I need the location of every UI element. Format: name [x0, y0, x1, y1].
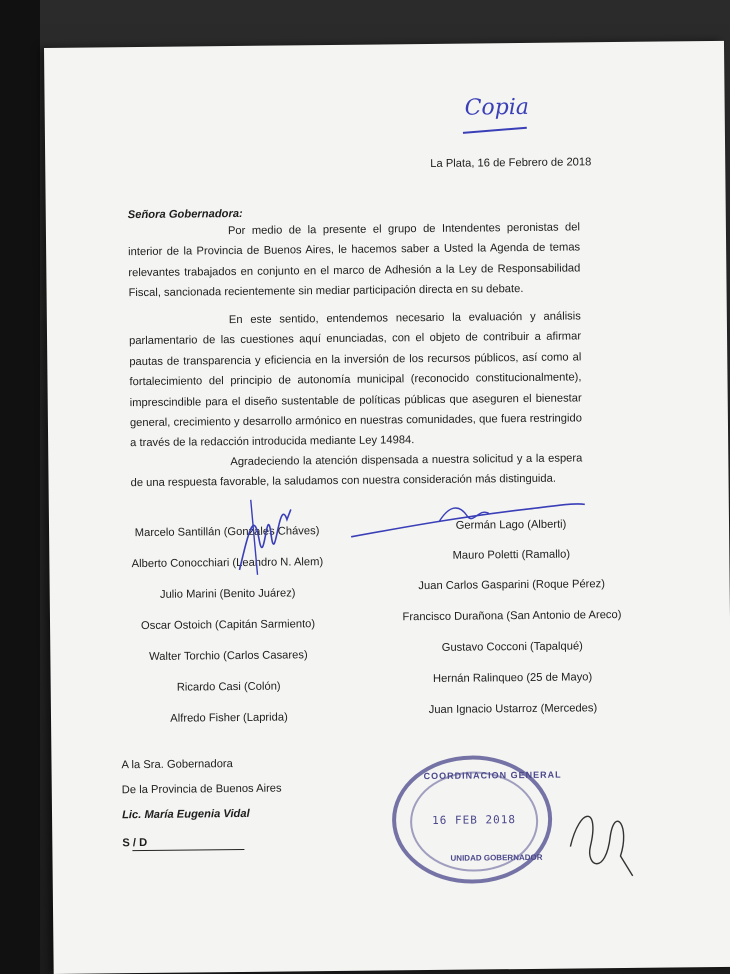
- addressee-line-2: De la Provincia de Buenos Aires: [121, 782, 282, 797]
- paragraph-3-text: Agradeciendo la atención dispensada a nuestra solicitud y a la espera de una respuesta favorable, la saludamos con nuestra consideración más distinguida.: [130, 452, 583, 490]
- signatory-right-4: Francisco Durañona (San Antonio de Areco): [402, 608, 622, 624]
- signatory-left-2: Alberto Conocchiari (Leandro N. Alem): [131, 556, 324, 571]
- paragraph-3: [130, 448, 582, 494]
- signature-scribble-right: [349, 494, 590, 547]
- stamp-bottom-text: UNIDAD GOBERNADOR: [450, 852, 543, 863]
- stamp-top-text: COORDINACION GENERAL: [423, 769, 562, 782]
- stamp-date: 16 FEB 2018: [432, 813, 517, 827]
- signatory-right-2: Mauro Poletti (Ramallo): [452, 548, 571, 562]
- signatory-left-5: Walter Torchio (Carlos Casares): [149, 649, 308, 663]
- signatory-left-4: Oscar Ostoich (Capitán Sarmiento): [140, 618, 316, 633]
- signatory-left-7: Alfredo Fisher (Laprida): [170, 711, 288, 725]
- letter-date: La Plata, 16 de Febrero de 2018: [430, 156, 592, 170]
- signatory-left-1: Marcelo Santillán (Gonzales Cháves): [134, 525, 320, 540]
- addressee-sd: S / D: [122, 836, 148, 850]
- binder-edge: [0, 0, 40, 974]
- copia-handwritten-mark: Copia: [464, 94, 530, 121]
- addressee-line-1: A la Sra. Gobernadora: [121, 758, 233, 772]
- signatory-left-3: Julio Marini (Benito Juárez): [159, 587, 296, 601]
- signature-scribble-left: [229, 489, 300, 580]
- signatory-right-5: Gustavo Cocconi (Tapalqué): [441, 640, 583, 654]
- paragraph-1: [128, 217, 581, 303]
- stamp-signature-scribble: [560, 786, 641, 887]
- copia-underline: [463, 127, 527, 134]
- signatory-right-3: Juan Carlos Gasparini (Roque Pérez): [418, 578, 605, 593]
- paragraph-2-text: En este sentido, entendemos necesario la evaluación y análisis parlamentario de las cuestiones aquí enunciadas, con el objeto de contribuir a afirmar pautas de transparencia y eficiencia en la inversión de los recursos públicos, así como al fortalecimiento del principio de autonomía municipal (reconocido constitucionalmente), imprescindible para el diseño sustentable de políticas públicas que aseguren el bienestar general, crecimiento y desarrollo armónico en nuestras comunidades, que fuera restringido a través de la redacción introducida mediante Ley 14984.: [129, 310, 582, 450]
- signatory-right-6: Hernán Ralinqueo (25 de Mayo): [432, 671, 593, 685]
- sd-underline: [132, 849, 244, 851]
- addressee-name: Lic. María Eugenia Vidal: [121, 807, 250, 822]
- letter-page: [44, 41, 730, 974]
- signatory-right-7: Juan Ignacio Ustarroz (Mercedes): [428, 702, 598, 717]
- signatory-right-1: Germán Lago (Alberti): [455, 518, 567, 532]
- paragraph-1-text: Por medio de la presente el grupo de Intendentes peronistas del interior de la Provincia de Buenos Aires, le hacemos saber a Usted la Agenda de temas relevantes trabajados en conjunto en el marco de Adhesión a la Ley de Responsabilidad Fiscal, sancionada recientemente sin mediar participación directa en su debate.: [128, 221, 581, 300]
- salutation: Señora Gobernadora:: [127, 207, 243, 222]
- signatory-left-6: Ricardo Casi (Colón): [176, 680, 281, 694]
- paragraph-2: [129, 306, 582, 454]
